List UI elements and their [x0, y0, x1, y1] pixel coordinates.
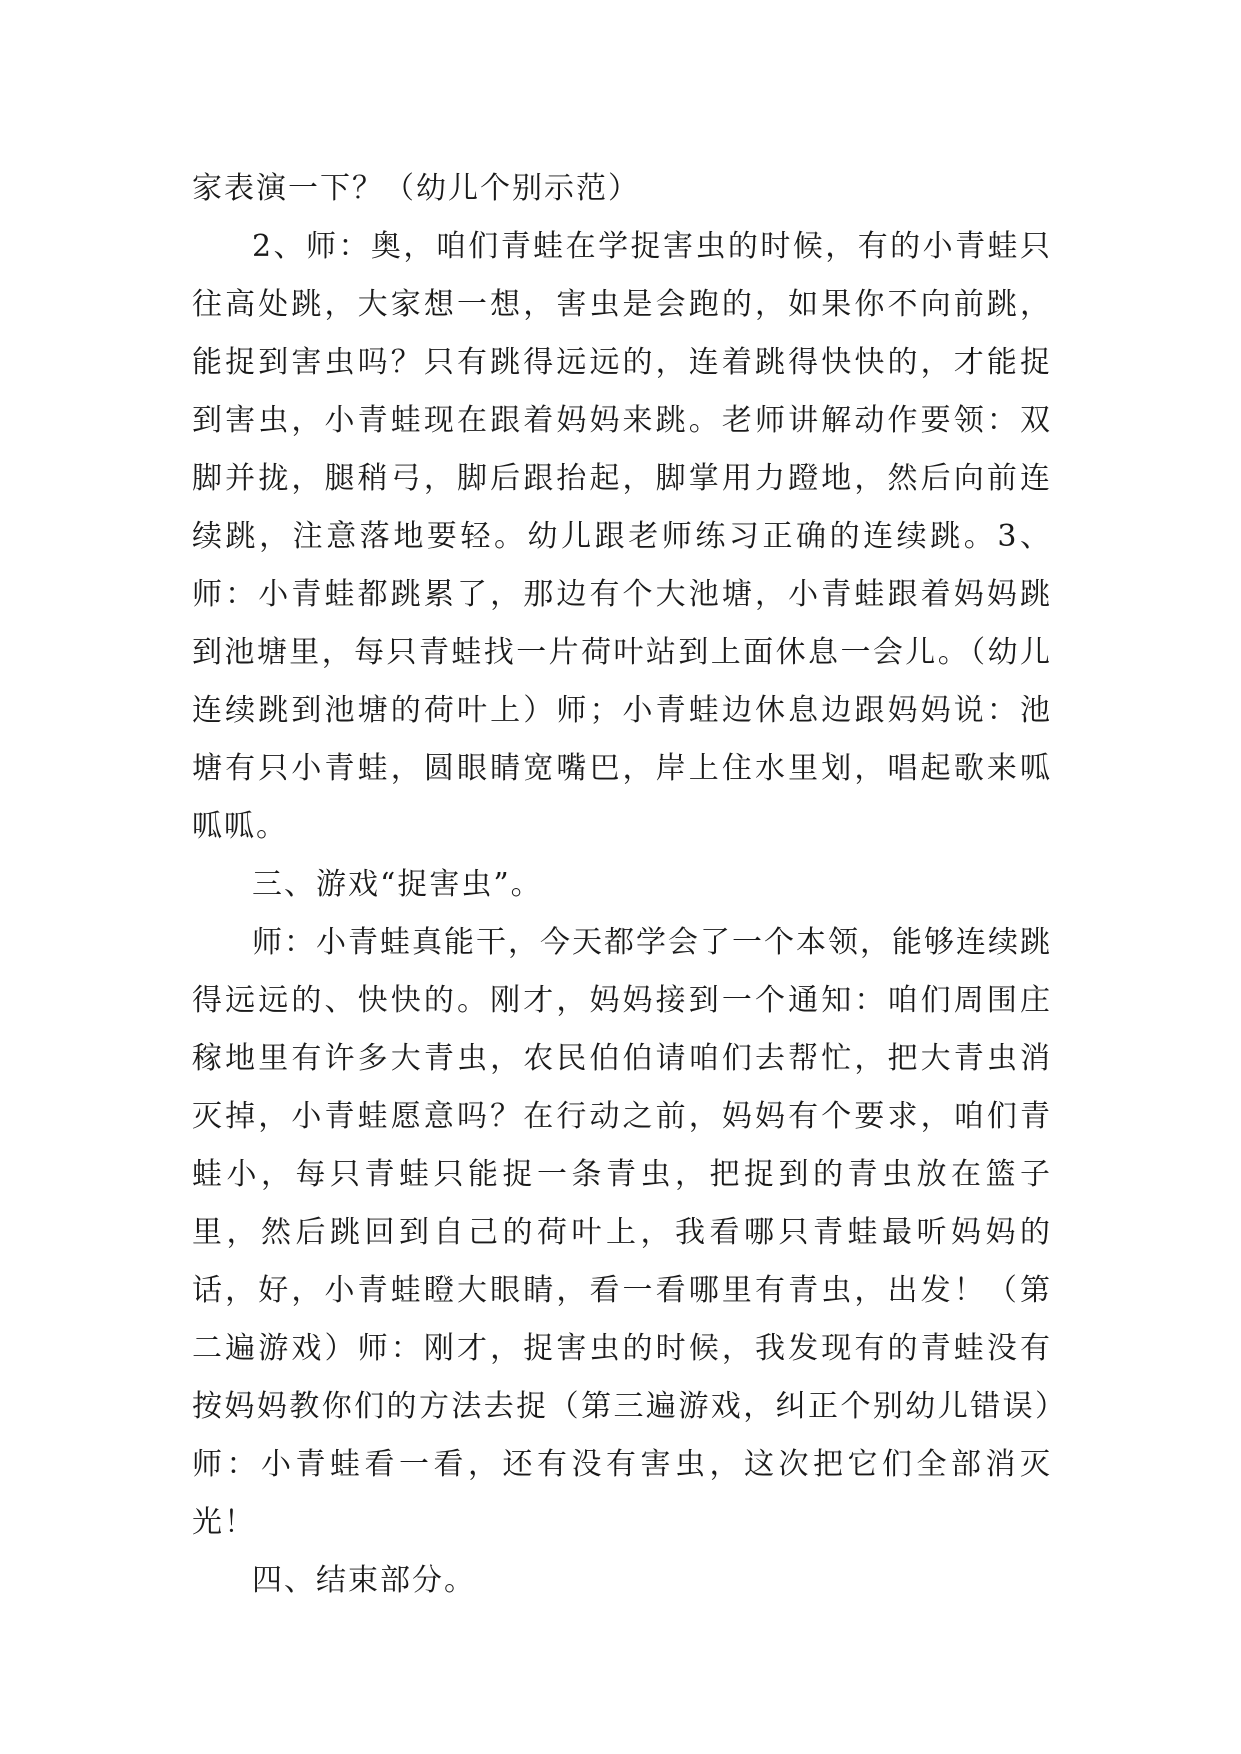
paragraph-game-description: 师：小青蛙真能干，今天都学会了一个本领，能够连续跳得远远的、快快的。刚才，妈妈接到一个通知：咱们周围庄稼地里有许多大青虫，农民伯伯请咱们去帮忙，把大青虫消灭掉，小青蛙愿意吗？在行动之前，妈妈有个要求，咱们青蛙小，每只青蛙只能捉一条青虫，把捉到的青虫放在篮子里，然后跳回到自己的荷叶上，我看哪只青蛙最听妈妈的话，好，小青蛙瞪大眼睛，看一看哪里有青虫，出发！（第二遍游戏）师：刚才，捉害虫的时候，我发现有的青蛙没有按妈妈教你们的方法去捉（第三遍游戏，纠正个别幼儿错误）师：小青蛙看一看，还有没有害虫，这次把它们全部消灭光！	[192, 925, 1052, 1540]
section-heading-ending: 四、结束部分。	[252, 1563, 476, 1598]
document-body	[192, 160, 1052, 1610]
paragraph-continuation: 家表演一下？（幼儿个别示范）	[192, 171, 640, 206]
section-heading-game: 三、游戏“捉害虫”。	[252, 867, 543, 902]
paragraph-step-2-3: 2、师：奥，咱们青蛙在学捉害虫的时候，有的小青蛙只往高处跳，大家想一想，害虫是会跑的，如果你不向前跳，能捉到害虫吗？只有跳得远远的，连着跳得快快的，才能捉到害虫，小青蛙现在跟着妈妈来跳。老师讲解动作要领：双脚并拢，腿稍弓，脚后跟抬起，脚掌用力蹬地，然后向前连续跳，注意落地要轻。幼儿跟老师练习正确的连续跳。3、师：小青蛙都跳累了，那边有个大池塘，小青蛙跟着妈妈跳到池塘里，每只青蛙找一片荷叶站到上面休息一会儿。（幼儿连续跳到池塘的荷叶上）师；小青蛙边休息边跟妈妈说：池塘有只小青蛙，圆眼睛宽嘴巴，岸上住水里划，唱起歌来呱呱呱。	[192, 229, 1052, 844]
